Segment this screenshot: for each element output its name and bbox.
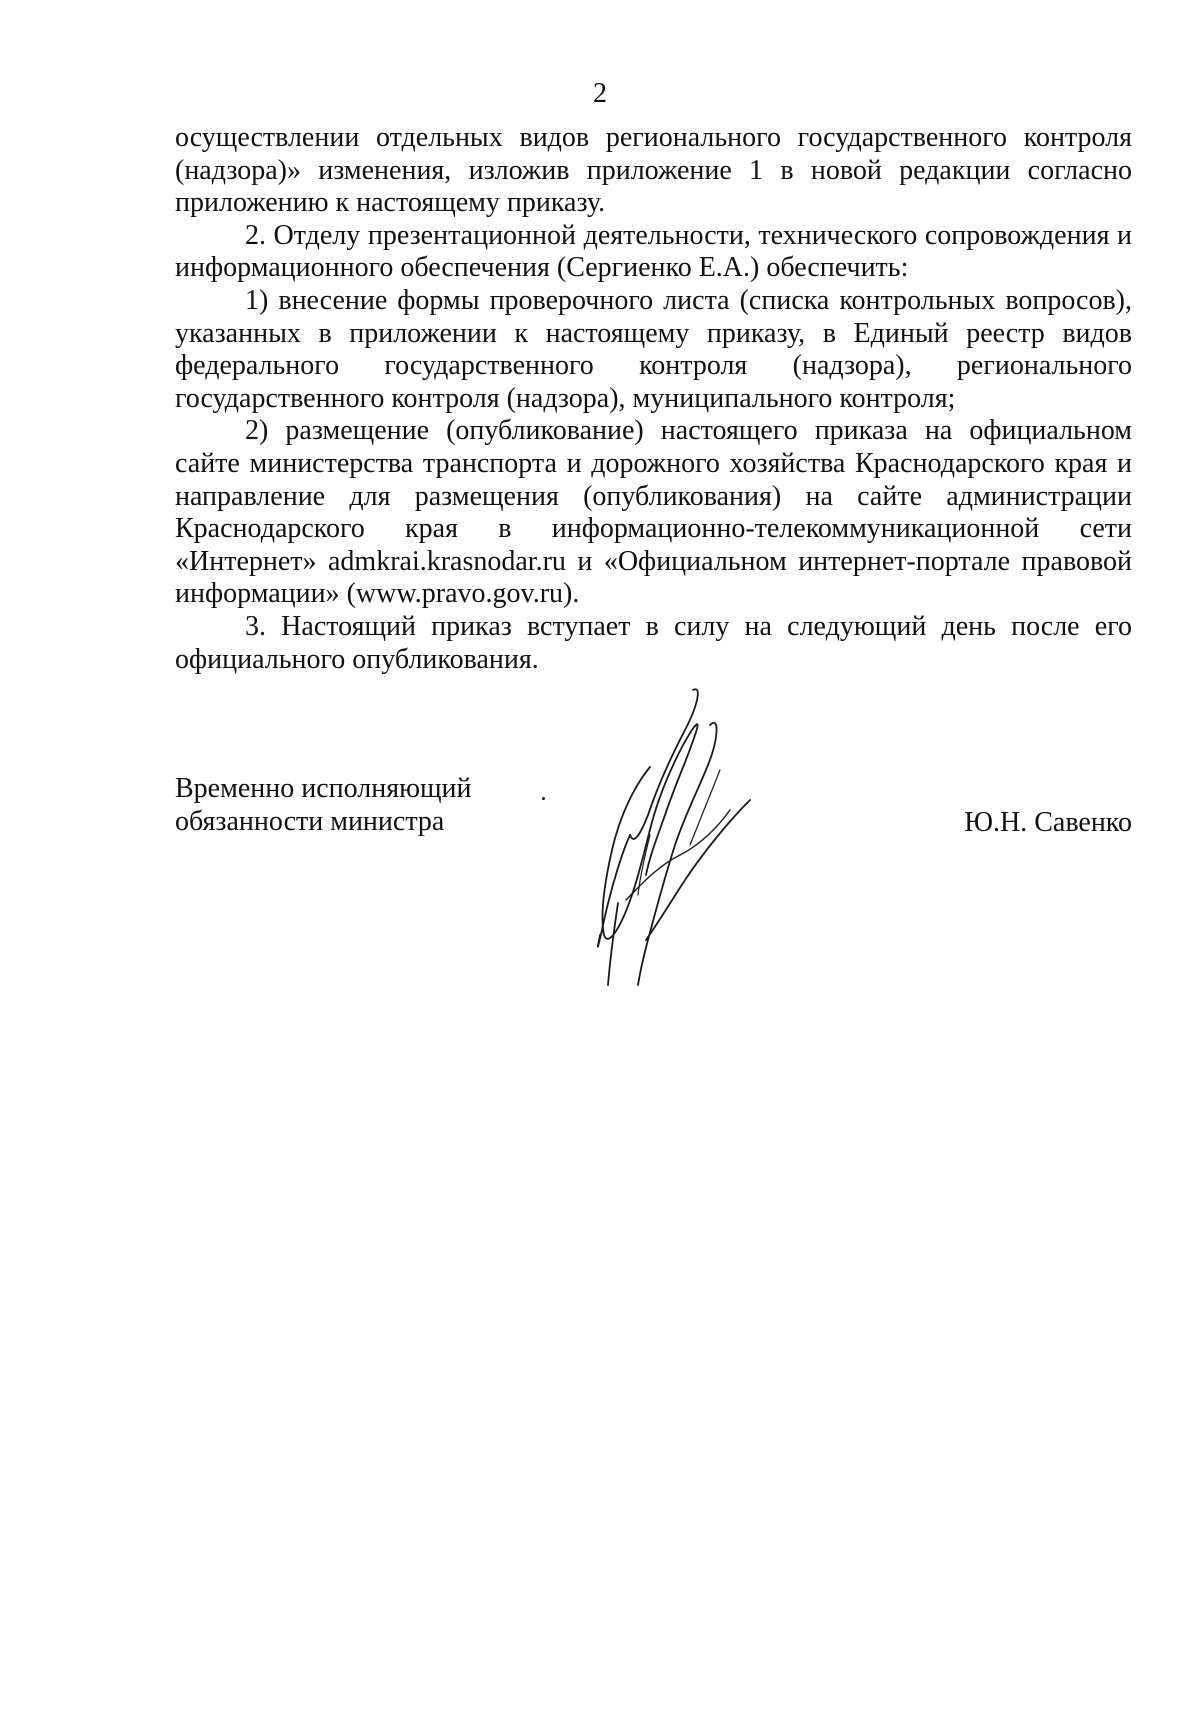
handwritten-signature-icon bbox=[590, 685, 800, 995]
document-body bbox=[175, 122, 1132, 676]
stray-dot bbox=[542, 797, 545, 800]
signatory-position bbox=[175, 772, 472, 838]
paragraph-item-3: 3. Настоящий приказ вступает в силу на следующий день после его официального опубликования. bbox=[175, 610, 1132, 675]
paragraph-subitem-1: 1) внесение формы проверочного листа (списка контрольных вопросов), указанных в приложении к настоящему приказу, в Единый реестр видов федерального государственного контроля (надзора), регионального государственного контроля (надзора), муниципального контроля; bbox=[175, 284, 1132, 414]
paragraph-subitem-2: 2) размещение (опубликование) настоящего приказа на официальном сайте министерства транспорта и дорожного хозяйства Краснодарского края и направление для размещения (опубликования) на сайте администрации Краснодарского края в информационно-телекоммуникационной сети «Интернет» admkrai.krasnodar.ru и «Официальном интернет-портале правовой информации» (www.pravo.gov.ru). bbox=[175, 415, 1132, 610]
page-number: 2 bbox=[593, 78, 607, 109]
paragraph-item-2: 2. Отделу презентационной деятельности, технического сопровождения и информационного обеспечения (Сергиенко Е.А.) обеспечить: bbox=[175, 219, 1132, 284]
signatory-position-line1: Временно исполняющий bbox=[175, 773, 472, 804]
signatory-position-line2: обязанности министра bbox=[175, 806, 445, 837]
signatory-name: Ю.Н. Савенко bbox=[964, 807, 1132, 838]
paragraph-continuation: осуществлении отдельных видов регионального государственного контроля (надзора)» изменения, изложив приложение 1 в новой редакции согласно приложению к настоящему приказу. bbox=[175, 122, 1132, 219]
